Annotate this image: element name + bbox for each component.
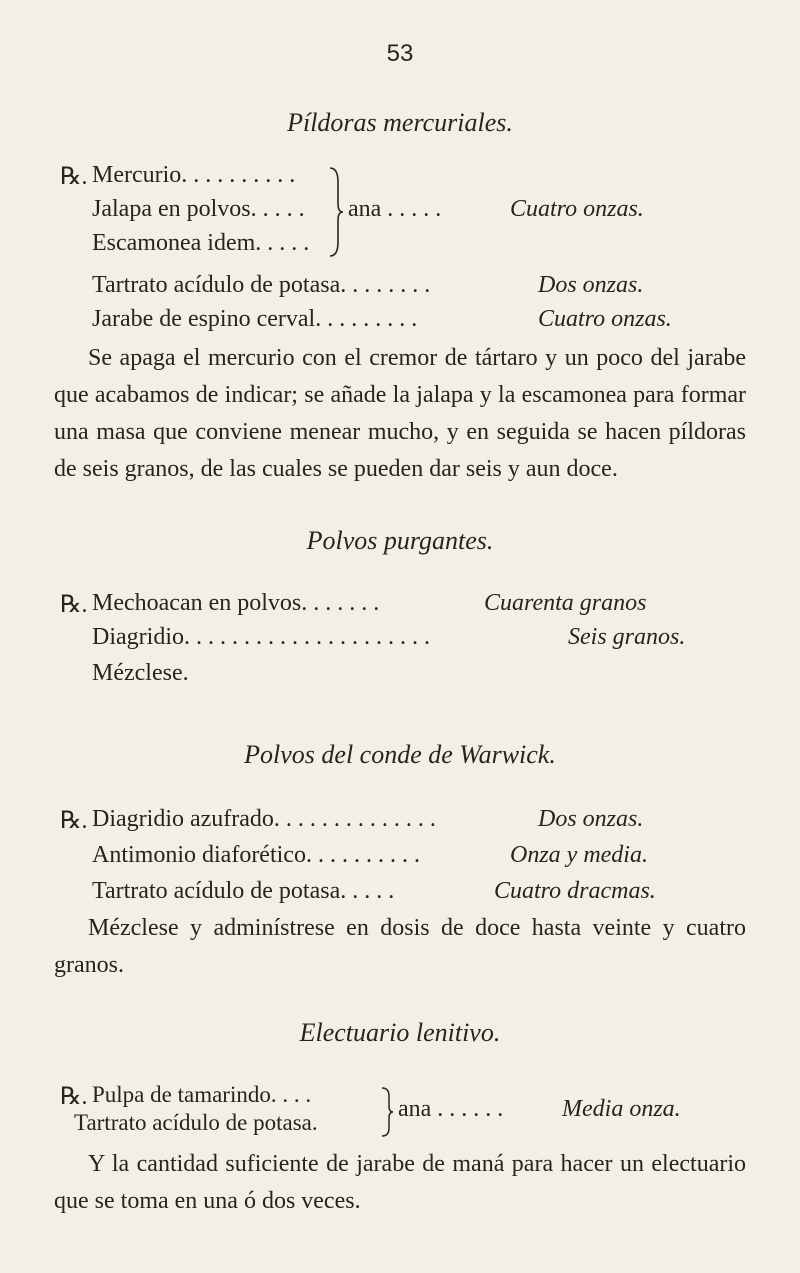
rx-symbol: ℞. xyxy=(60,1084,88,1110)
ingredient-jalapa: Jalapa en polvos. . . . . xyxy=(92,196,305,222)
section-title-warwick: Polvos del conde de Warwick. xyxy=(244,740,556,769)
ingredient-brace xyxy=(328,166,344,258)
ingredient-brace xyxy=(380,1086,394,1138)
quantity-dos-onzas: Dos onzas. xyxy=(538,272,644,298)
ingredient-tartrato: Tartrato acídulo de potasa. . . . . xyxy=(92,878,395,904)
ingredient-pulpa-tamarindo: Pulpa de tamarindo. . . . xyxy=(92,1082,312,1107)
rx-symbol: ℞. xyxy=(60,808,88,834)
section-title-pildoras: Píldoras mercuriales. xyxy=(287,108,513,137)
quantity-media-onza: Media onza. xyxy=(562,1096,681,1122)
note-mezclese: Mézclese. xyxy=(92,660,189,686)
quantity-dos-onzas: Dos onzas. xyxy=(538,806,644,832)
rx-symbol: ℞. xyxy=(60,592,88,618)
ingredient-escamonea: Escamonea idem. . . . . xyxy=(92,230,310,256)
ana-label: ana . . . . . . xyxy=(398,1096,504,1122)
ingredient-jarabe: Jarabe de espino cerval. . . . . . . . . xyxy=(92,306,418,332)
ingredient-mercurio: Mercurio. . . . . . . . . . xyxy=(92,162,296,188)
ingredient-diagridio-azufrado: Diagridio azufrado. . . . . . . . . . . . . . xyxy=(92,806,436,832)
ingredient-tartrato: Tartrato acídulo de potasa. xyxy=(74,1110,318,1135)
instructions-pildoras: Se apaga el mercurio con el cremor de tártaro y un poco del jarabe que acabamos de indicar; se añade la jalapa y la escamonea para formar una masa que conviene menear mucho, y en seguida se hacen píldoras de seis granos, de las cuales se pueden dar seis y aun doce. xyxy=(54,345,746,482)
quantity-cuatro-onzas-2: Cuatro onzas. xyxy=(538,306,672,332)
instructions-electuario: Y la cantidad suficiente de jarabe de maná para hacer un electuario que se toma en una ó dos veces. xyxy=(54,1151,746,1214)
rx-symbol: ℞. xyxy=(60,164,88,190)
quantity-onza-y-media: Onza y media. xyxy=(510,842,648,868)
instructions-warwick: Mézclese y adminístrese en dosis de doce hasta veinte y cuatro granos. xyxy=(54,915,746,978)
section-title-polvos-purgantes: Polvos purgantes. xyxy=(306,526,494,555)
ingredient-antimonio: Antimonio diaforético. . . . . . . . . . xyxy=(92,842,420,868)
quantity-cuatro-onzas: Cuatro onzas. xyxy=(510,196,644,222)
quantity-seis-granos: Seis granos. xyxy=(568,624,686,650)
ingredient-tartrato: Tartrato acídulo de potasa. . . . . . . . xyxy=(92,272,431,298)
quantity-cuatro-dracmas: Cuatro dracmas. xyxy=(494,878,656,904)
ingredient-mechoacan: Mechoacan en polvos. . . . . . . xyxy=(92,590,380,616)
section-title-electuario: Electuario lenitivo. xyxy=(299,1018,501,1047)
ana-label: ana . . . . . xyxy=(348,196,442,222)
ingredient-diagridio: Diagridio. . . . . . . . . . . . . . . . . . . . . xyxy=(92,624,430,650)
quantity-cuarenta-granos: Cuarenta granos xyxy=(484,590,647,616)
page-number: 53 xyxy=(386,40,414,67)
